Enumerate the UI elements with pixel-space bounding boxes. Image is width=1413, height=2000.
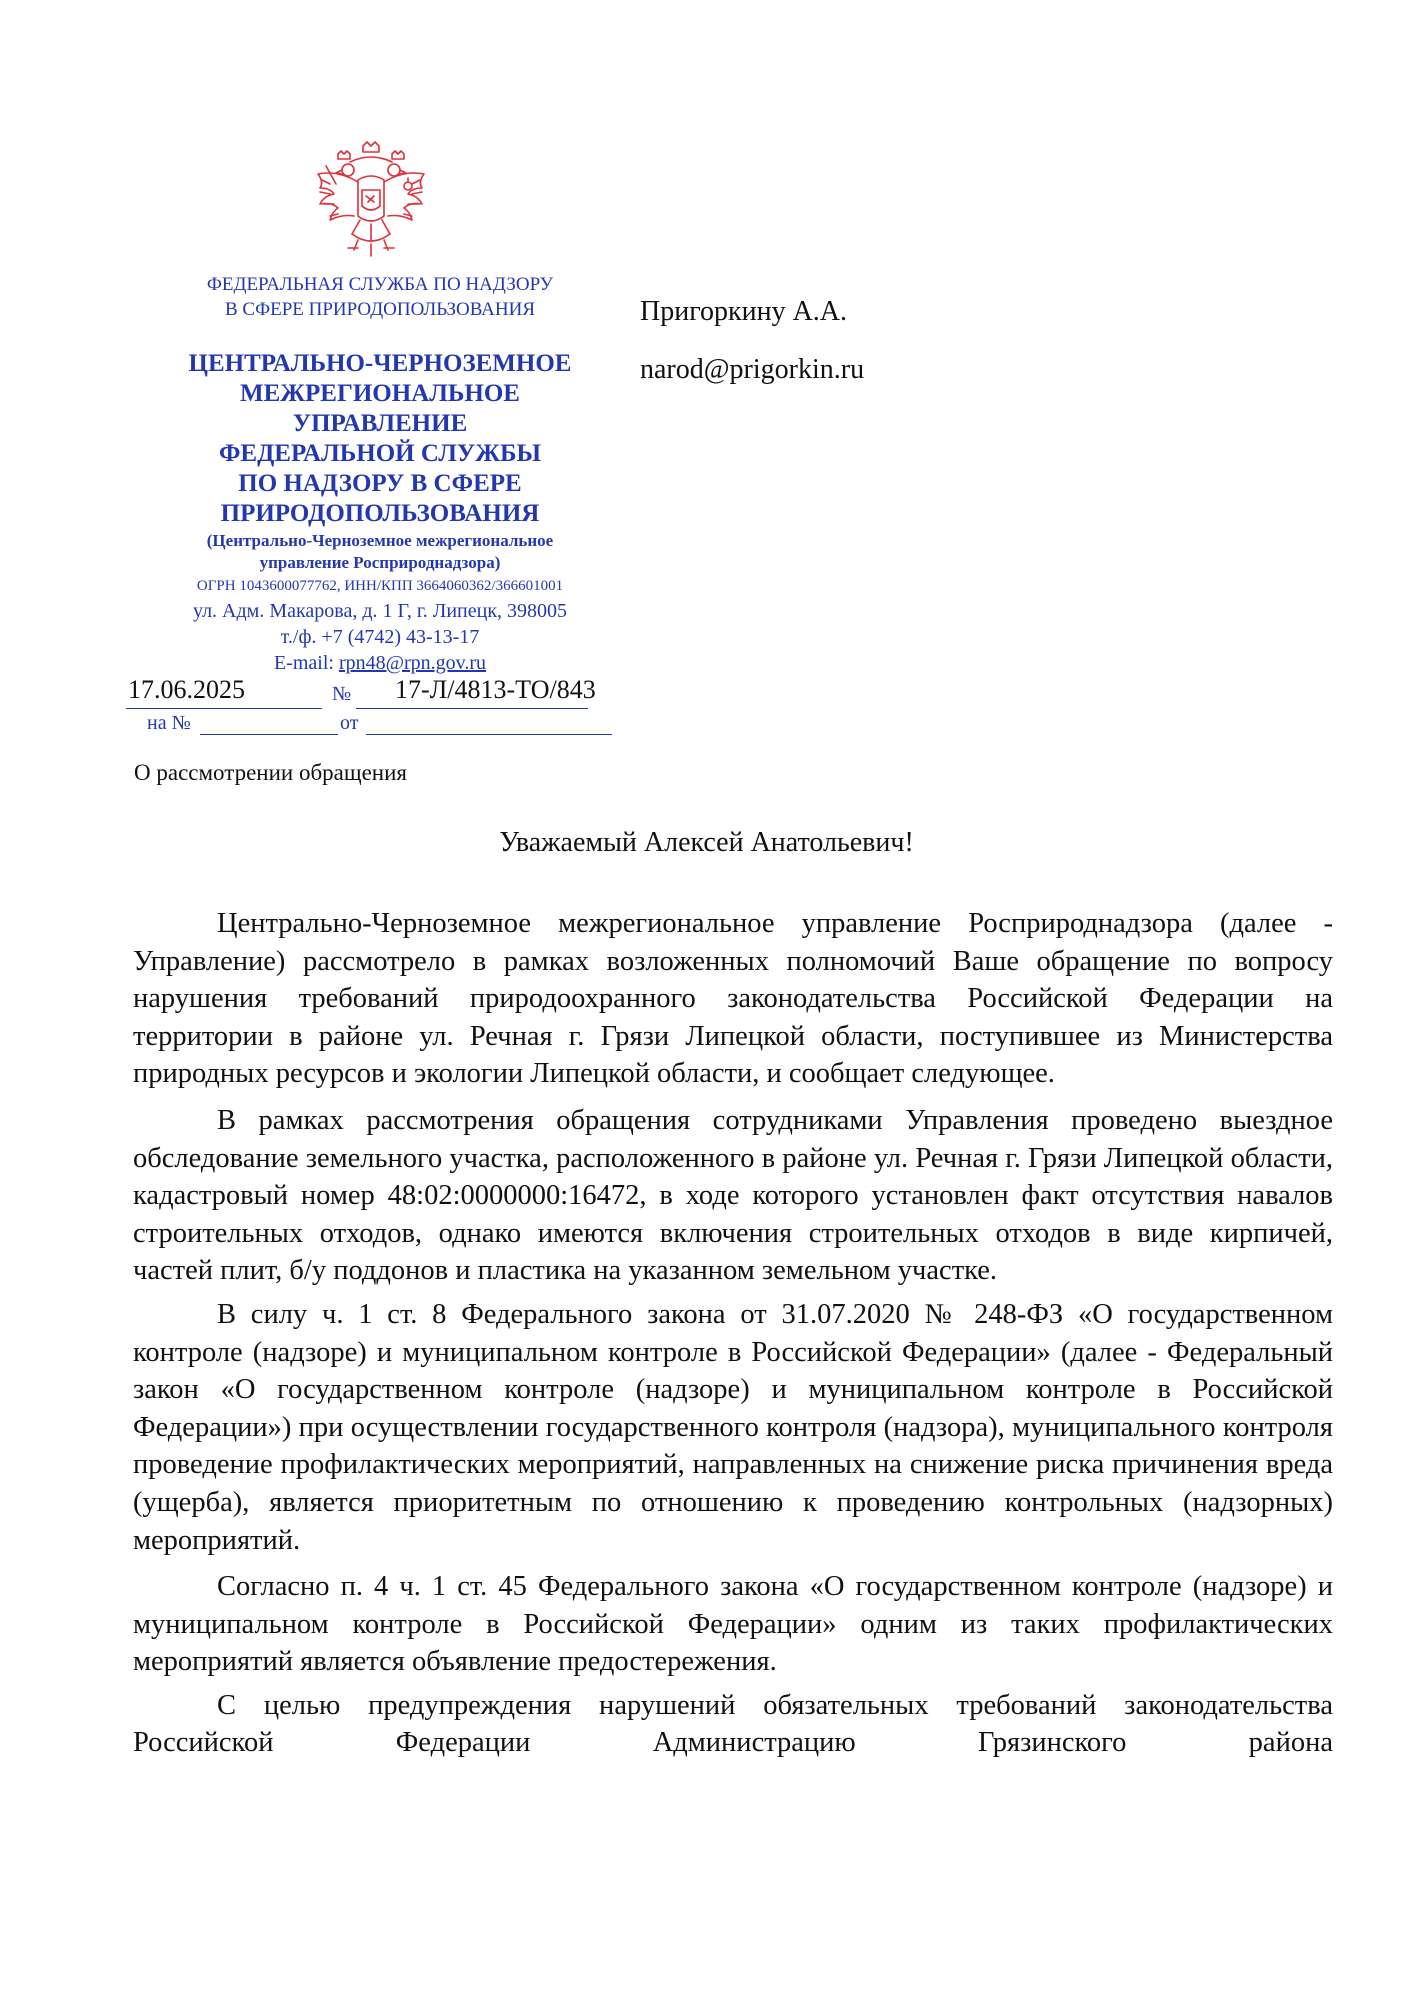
reference-label: на №	[147, 712, 191, 734]
reference-line	[147, 712, 191, 735]
department-name-line: МЕЖРЕГИОНАЛЬНОЕ	[240, 380, 520, 407]
department-name-line: ПО НАДЗОРУ В СФЕРЕ	[238, 470, 522, 497]
department-name-line: ЦЕНТРАЛЬНО-ЧЕРНОЗЕМНОЕ	[188, 350, 572, 377]
recipient-name: Пригоркину А.А.	[640, 296, 848, 327]
department-name-line: УПРАВЛЕНИЕ	[292, 410, 468, 437]
body-paragraph: Согласно п. 4 ч. 1 ст. 45 Федерального закона «О государственном контроле (надзоре) и муниципальном контроле в Российской Федерации» одним из таких профилактических мероприятий является объявление предостережения.	[133, 1571, 1333, 1678]
email-link[interactable]: rpn48@rpn.gov.ru	[338, 652, 487, 674]
department-short-name	[130, 530, 630, 574]
reference-from-label: от	[340, 712, 359, 734]
email-label: E-mail:	[273, 652, 339, 674]
reference-number-line	[200, 734, 338, 735]
body-paragraph: В рамках рассмотрения обращения сотрудниками Управления проведено выездное обследование земельного участка, расположенного в районе ул. Речная г. Грязи Липецкой области, кадастровый номер 48:02:0000000:16472, в ходе которого установлен факт отсутствия навалов строительных отходов, однако имеются включения строительных отходов в виде кирпичей, частей плит, б/у поддонов и пластика на указанном земельном участке.	[133, 1104, 1333, 1287]
body-paragraph: Центрально-Черноземное межрегиональное управление Росприроднадзора (далее - Управление) рассмотрело в рамках возложенных полномочий Ваше обращение по вопросу нарушения требований природоохранного законодательства Российской Федерации на территории в районе ул. Речная г. Грязи Липецкой области, поступившее из Министерства природных ресурсов и экологии Липецкой области, и сообщает следующее.	[133, 908, 1333, 1090]
date-underline	[126, 708, 322, 709]
department-name-line: ПРИРОДОПОЛЬЗОВАНИЯ	[220, 500, 540, 527]
short-name-line: (Центрально-Черноземное межрегиональное	[206, 531, 554, 550]
reference-date-line	[366, 734, 612, 735]
short-name-line: управление Росприроднадзора)	[259, 553, 501, 572]
phone: т./ф. +7 (4742) 43-13-17	[280, 626, 480, 648]
agency-name-line: ФЕДЕРАЛЬНАЯ СЛУЖБА ПО НАДЗОРУ	[206, 274, 554, 295]
number-underline	[356, 708, 588, 709]
agency-name-line: В СФЕРЕ ПРИРОДОПОЛЬЗОВАНИЯ	[224, 299, 536, 320]
body-paragraph: С целью предупреждения нарушений обязательных требований законодательства Российской Федерации Администрацию Грязинского района	[133, 1689, 1333, 1759]
contact-block	[130, 598, 630, 676]
department-name	[130, 349, 630, 529]
letter-body	[133, 905, 1333, 1762]
recipient-email: narod@prigorkin.ru	[640, 354, 865, 385]
coat-of-arms-emblem	[308, 140, 434, 264]
body-paragraph: В силу ч. 1 ст. 8 Федерального закона от 31.07.2020 № 248-ФЗ «О государственном контроле (надзоре) и муниципальном контроле в Российской Федерации» (далее - Федеральный закон «О государственном контроле (надзоре) и муниципальном контроле в Российской Федерации») при осуществлении государственного контроля (надзора), муниципального контроля проведение профилактических мероприятий, направленных на снижение риска причинения вреда (ущерба), является приоритетным по отношению к проведению контрольных (надзорных) мероприятий.	[133, 1298, 1333, 1556]
ogrn-inn: ОГРН 1043600077762, ИНН/КПП 3664060362/366601001	[196, 578, 564, 594]
document-date: 17.06.2025	[128, 675, 245, 704]
number-sign: №	[332, 683, 352, 705]
subject-line: О рассмотрении обращения	[134, 760, 407, 785]
document-number: 17-Л/4813-ТО/843	[395, 675, 596, 704]
agency-name	[130, 272, 630, 322]
department-name-line: ФЕДЕРАЛЬНОЙ СЛУЖБЫ	[218, 440, 542, 467]
salutation: Уважаемый Алексей Анатольевич!	[499, 827, 914, 858]
email-line	[130, 650, 630, 676]
address: ул. Адм. Макарова, д. 1 Г, г. Липецк, 398005	[192, 600, 568, 622]
